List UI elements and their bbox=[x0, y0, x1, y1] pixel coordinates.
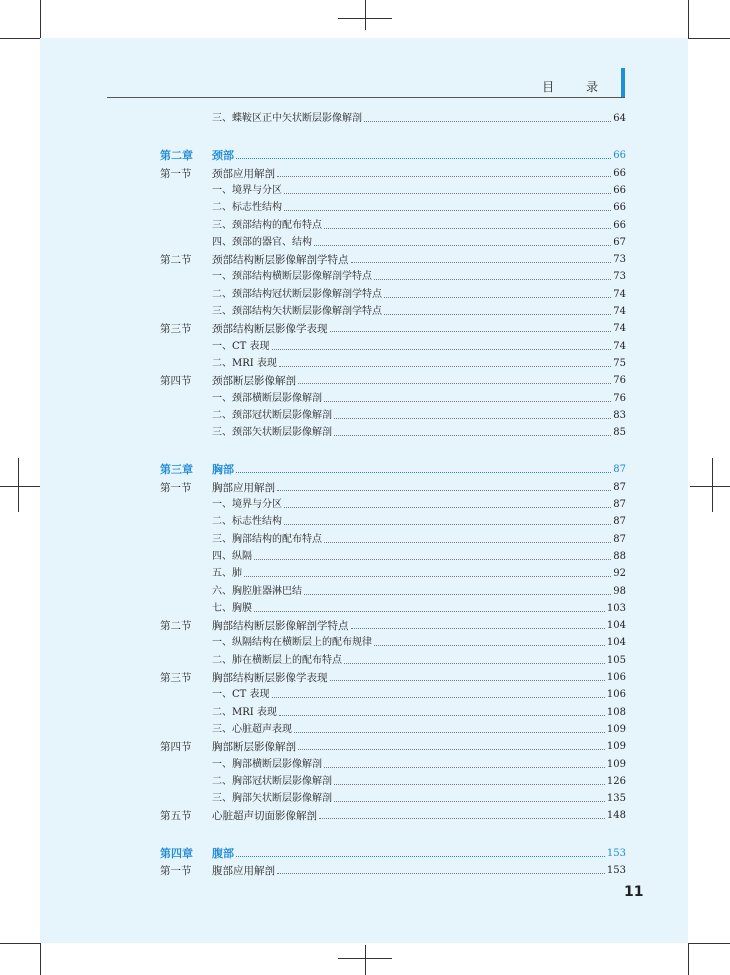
dot-leader bbox=[330, 680, 605, 681]
toc-entry-title: 胸部结构断层影像学表现 bbox=[212, 672, 328, 684]
dot-leader bbox=[351, 628, 605, 629]
toc-entry-title: 一、纵隔结构在横断层上的配布规律 bbox=[212, 637, 372, 649]
dot-leader bbox=[294, 732, 605, 733]
toc-entry-page: 109 bbox=[606, 758, 626, 770]
toc-entry-page: 104 bbox=[606, 637, 626, 649]
toc-entry-page: 76 bbox=[613, 375, 626, 387]
toc-entry-title: 一、胸部横断层影像解剖 bbox=[212, 758, 322, 770]
dot-leader bbox=[314, 245, 611, 246]
toc-entry-sub bbox=[160, 702, 626, 719]
toc-entry-title: 胸部断层影像解剖 bbox=[212, 741, 296, 754]
toc-entry-page: 66 bbox=[613, 167, 626, 179]
toc-entry-page: 98 bbox=[613, 585, 626, 597]
toc-entry-number: 第三节 bbox=[160, 323, 192, 336]
toc-entry-number: 第二章 bbox=[160, 149, 193, 163]
toc-entry-page: 88 bbox=[613, 550, 626, 562]
crop-mark bbox=[690, 486, 730, 487]
toc-entry-page: 66 bbox=[613, 150, 626, 162]
toc-entry-title: 心脏超声切面影像解剖 bbox=[212, 810, 317, 823]
toc-entry-sub bbox=[160, 266, 626, 283]
dot-leader bbox=[324, 767, 605, 768]
crop-mark bbox=[0, 38, 40, 39]
toc-entry-title: 胸部 bbox=[212, 463, 234, 477]
toc-entry-page: 106 bbox=[606, 689, 626, 701]
crop-mark bbox=[688, 943, 730, 944]
toc-entry-title: 二、颈部冠状断层影像解剖 bbox=[212, 409, 332, 421]
dot-leader bbox=[244, 576, 611, 577]
toc-entry-title: 一、境界与分区 bbox=[212, 184, 282, 196]
crop-mark bbox=[338, 958, 392, 959]
toc-entry-page: 76 bbox=[613, 392, 626, 404]
dot-leader bbox=[384, 297, 611, 298]
crop-mark bbox=[338, 18, 392, 19]
dot-leader bbox=[279, 366, 611, 367]
toc-entry-sub bbox=[160, 232, 626, 249]
toc-entry-sub bbox=[160, 353, 626, 370]
toc-entry-page: 74 bbox=[613, 288, 626, 300]
dot-leader bbox=[384, 314, 611, 315]
toc-entry-title: 三、颈部结构的配布特点 bbox=[212, 219, 322, 231]
crop-mark bbox=[688, 38, 730, 39]
toc-entry-section bbox=[160, 370, 626, 387]
toc-entry-title: 七、胸膜 bbox=[212, 602, 252, 614]
toc-entry-number: 第三章 bbox=[160, 463, 193, 477]
toc-entry-sub bbox=[160, 754, 626, 771]
toc-entry-page: 153 bbox=[606, 847, 626, 859]
toc-entry-page: 73 bbox=[613, 254, 626, 266]
dot-leader bbox=[284, 524, 611, 525]
toc-entry-page: 103 bbox=[606, 602, 626, 614]
dot-leader bbox=[298, 383, 611, 384]
dot-leader bbox=[324, 401, 611, 402]
toc-entry-title: 一、颈部横断层影像解剖 bbox=[212, 392, 322, 404]
toc-entry-section bbox=[160, 163, 626, 180]
toc-entry-title: 胸部应用解剖 bbox=[212, 481, 275, 494]
dot-leader bbox=[284, 210, 611, 211]
toc-entry-number: 第四节 bbox=[160, 741, 192, 754]
toc-entry-page: 148 bbox=[606, 810, 626, 822]
crop-mark bbox=[40, 0, 41, 38]
toc-entry-page: 67 bbox=[613, 236, 626, 248]
toc-entry-title: 三、蝶鞍区正中矢状断层影像解剖 bbox=[212, 113, 362, 124]
toc-entry-title: 二、肺在横断层上的配布特点 bbox=[212, 654, 342, 666]
toc-entry-page: 66 bbox=[613, 219, 626, 231]
toc-entry-title: 颈部结构断层影像解剖学特点 bbox=[212, 254, 349, 267]
crop-mark bbox=[365, 0, 366, 30]
toc-entry-page: 106 bbox=[606, 672, 626, 683]
toc-entry-page: 126 bbox=[606, 775, 626, 787]
toc-entry-sub bbox=[160, 197, 626, 214]
toc-entry-page: 74 bbox=[613, 306, 626, 317]
toc-entry-title: 三、颈部矢状断层影像解剖 bbox=[212, 427, 332, 439]
toc-entry-sub bbox=[160, 511, 626, 528]
dot-leader bbox=[319, 818, 605, 819]
toc-entry-section bbox=[160, 860, 626, 877]
dot-leader bbox=[254, 611, 605, 612]
toc-entry-sub bbox=[160, 788, 626, 805]
toc-entry-number: 第一节 bbox=[160, 167, 192, 180]
toc-entry-page: 135 bbox=[606, 793, 626, 805]
toc-entry-title: 颈部应用解剖 bbox=[212, 167, 275, 180]
toc-entry-title: 胸部结构断层影像解剖学特点 bbox=[212, 620, 349, 633]
toc-entry-sub bbox=[160, 215, 626, 232]
toc-entry-sub bbox=[160, 546, 626, 563]
toc-entry-page: 75 bbox=[613, 357, 626, 369]
toc-entry-page: 108 bbox=[606, 706, 626, 718]
dot-leader bbox=[334, 435, 611, 436]
toc-entry-page: 153 bbox=[606, 865, 626, 876]
toc-entry-section bbox=[160, 805, 626, 822]
crop-mark bbox=[688, 943, 689, 975]
toc-entry-page: 87 bbox=[613, 516, 626, 528]
toc-entry-title: 二、颈部结构冠状断层影像解剖学特点 bbox=[212, 288, 382, 300]
dot-leader bbox=[272, 349, 612, 350]
toc-entry-page: 109 bbox=[606, 723, 626, 735]
toc-entry-chapter bbox=[160, 145, 626, 162]
toc-entry-page: 66 bbox=[613, 202, 626, 214]
toc-entry-number: 第二节 bbox=[160, 620, 192, 633]
toc-entry-title: 二、标志性结构 bbox=[212, 516, 282, 528]
crop-mark bbox=[0, 486, 40, 487]
dot-leader bbox=[254, 559, 611, 560]
toc-entry-sub bbox=[160, 632, 626, 649]
toc-entry-page: 85 bbox=[613, 427, 626, 439]
toc-entry-title: 四、纵隔 bbox=[212, 550, 252, 562]
dot-leader bbox=[374, 645, 605, 646]
dot-leader bbox=[236, 158, 611, 159]
toc-entry-title: 一、CT 表现 bbox=[212, 689, 270, 701]
toc-entry-number: 第一节 bbox=[160, 481, 192, 494]
toc-entry-sub bbox=[160, 301, 626, 318]
header-divider bbox=[107, 97, 625, 98]
dot-leader bbox=[334, 801, 605, 802]
toc-entry-sub bbox=[160, 422, 626, 439]
toc-entry-section bbox=[160, 477, 626, 494]
toc-entry-page: 87 bbox=[613, 533, 626, 545]
toc-entry-sub bbox=[160, 719, 626, 736]
toc-entry-sub bbox=[160, 563, 626, 580]
toc-entry-section bbox=[160, 667, 626, 684]
toc-entry-title: 一、CT 表现 bbox=[212, 340, 270, 352]
toc-entry-sub bbox=[160, 108, 626, 125]
dot-leader bbox=[236, 472, 611, 473]
toc-entry-section bbox=[160, 318, 626, 335]
toc-entry-sub bbox=[160, 529, 626, 546]
toc-entry-sub bbox=[160, 284, 626, 301]
crop-mark bbox=[40, 943, 41, 975]
toc-entry-sub bbox=[160, 388, 626, 405]
toc-entry-title: 四、颈部的器官、结构 bbox=[212, 236, 312, 248]
dot-leader bbox=[324, 228, 611, 229]
dot-leader bbox=[344, 663, 605, 664]
header-accent-bar bbox=[621, 68, 625, 98]
toc-entry-page: 73 bbox=[613, 271, 626, 283]
toc-entry-number: 第三节 bbox=[160, 672, 192, 684]
toc-entry-title: 三、颈部结构矢状断层影像解剖学特点 bbox=[212, 306, 382, 317]
dot-leader bbox=[279, 715, 605, 716]
toc-entry-section bbox=[160, 615, 626, 632]
toc-entry-page: 83 bbox=[613, 409, 626, 421]
toc-entry-number: 第五节 bbox=[160, 810, 192, 823]
crop-mark bbox=[365, 945, 366, 975]
toc-entry-page: 64 bbox=[613, 113, 626, 124]
toc-entry-title: 二、标志性结构 bbox=[212, 202, 282, 214]
page-header-title: 目 录 bbox=[542, 80, 612, 94]
toc-entry-title: 五、肺 bbox=[212, 568, 242, 580]
toc-entry-sub bbox=[160, 180, 626, 197]
toc-entry-page: 87 bbox=[613, 499, 626, 510]
toc-entry-sub bbox=[160, 494, 626, 511]
toc-entry-page: 104 bbox=[606, 620, 626, 632]
dot-leader bbox=[298, 749, 605, 750]
dot-leader bbox=[334, 784, 605, 785]
toc-entry-page: 74 bbox=[613, 340, 626, 352]
dot-leader bbox=[236, 856, 605, 857]
toc-entry-sub bbox=[160, 598, 626, 615]
toc-entry-title: 三、心脏超声表现 bbox=[212, 723, 292, 735]
toc-entry-sub bbox=[160, 405, 626, 422]
toc-entry-number: 第一节 bbox=[160, 865, 192, 877]
toc-entry-title: 二、MRI 表现 bbox=[212, 706, 277, 718]
toc-entry-title: 三、胸部矢状断层影像解剖 bbox=[212, 793, 332, 805]
toc-entry-number: 第四节 bbox=[160, 375, 192, 388]
toc-entry-title: 一、颈部结构横断层影像解剖学特点 bbox=[212, 271, 372, 283]
toc-entry-title: 颈部结构断层影像学表现 bbox=[212, 323, 328, 336]
toc-entry-sub bbox=[160, 771, 626, 788]
dot-leader bbox=[304, 594, 611, 595]
toc-entry-number: 第二节 bbox=[160, 254, 192, 267]
toc-entry-page: 105 bbox=[606, 654, 626, 666]
toc-entry-title: 二、胸部冠状断层影像解剖 bbox=[212, 775, 332, 787]
dot-leader bbox=[284, 193, 611, 194]
toc-entry-sub bbox=[160, 336, 626, 353]
toc-entry-page: 87 bbox=[613, 464, 626, 476]
dot-leader bbox=[277, 873, 605, 874]
toc-entry-title: 腹部 bbox=[212, 846, 234, 860]
toc-entry-title: 腹部应用解剖 bbox=[212, 865, 275, 877]
toc-entry-title: 颈部 bbox=[212, 149, 234, 163]
crop-mark bbox=[712, 458, 713, 512]
dot-leader bbox=[330, 331, 612, 332]
toc-entry-page: 87 bbox=[613, 481, 626, 493]
crop-mark bbox=[0, 943, 40, 944]
dot-leader bbox=[374, 279, 611, 280]
toc-entry-title: 一、境界与分区 bbox=[212, 499, 282, 510]
dot-leader bbox=[364, 121, 611, 122]
crop-mark bbox=[688, 0, 689, 38]
toc-entry-page: 74 bbox=[613, 323, 626, 335]
dot-leader bbox=[324, 542, 611, 543]
crop-mark bbox=[18, 458, 19, 512]
page-number: 11 bbox=[624, 884, 644, 900]
toc-entry-section bbox=[160, 249, 626, 266]
toc-entry-sub bbox=[160, 581, 626, 598]
toc-entry-section bbox=[160, 736, 626, 753]
toc-entry-number: 第四章 bbox=[160, 846, 193, 860]
toc-entry-title: 颈部断层影像解剖 bbox=[212, 375, 296, 388]
dot-leader bbox=[334, 418, 611, 419]
toc-entry-chapter bbox=[160, 843, 626, 860]
toc-entry-page: 66 bbox=[613, 184, 626, 196]
dot-leader bbox=[277, 490, 611, 491]
dot-leader bbox=[284, 507, 611, 508]
toc-entry-page: 92 bbox=[613, 568, 626, 580]
toc-entry-title: 三、胸部结构的配布特点 bbox=[212, 533, 322, 545]
toc-entry-sub bbox=[160, 684, 626, 701]
toc-entry-title: 六、胸腔脏器淋巴结 bbox=[212, 585, 302, 597]
toc-entry-page: 109 bbox=[606, 741, 626, 753]
dot-leader bbox=[277, 176, 611, 177]
dot-leader bbox=[272, 697, 605, 698]
toc-entry-title: 二、MRI 表现 bbox=[212, 357, 277, 369]
toc-entry-sub bbox=[160, 650, 626, 667]
toc-entry-chapter bbox=[160, 459, 626, 476]
dot-leader bbox=[351, 262, 612, 263]
